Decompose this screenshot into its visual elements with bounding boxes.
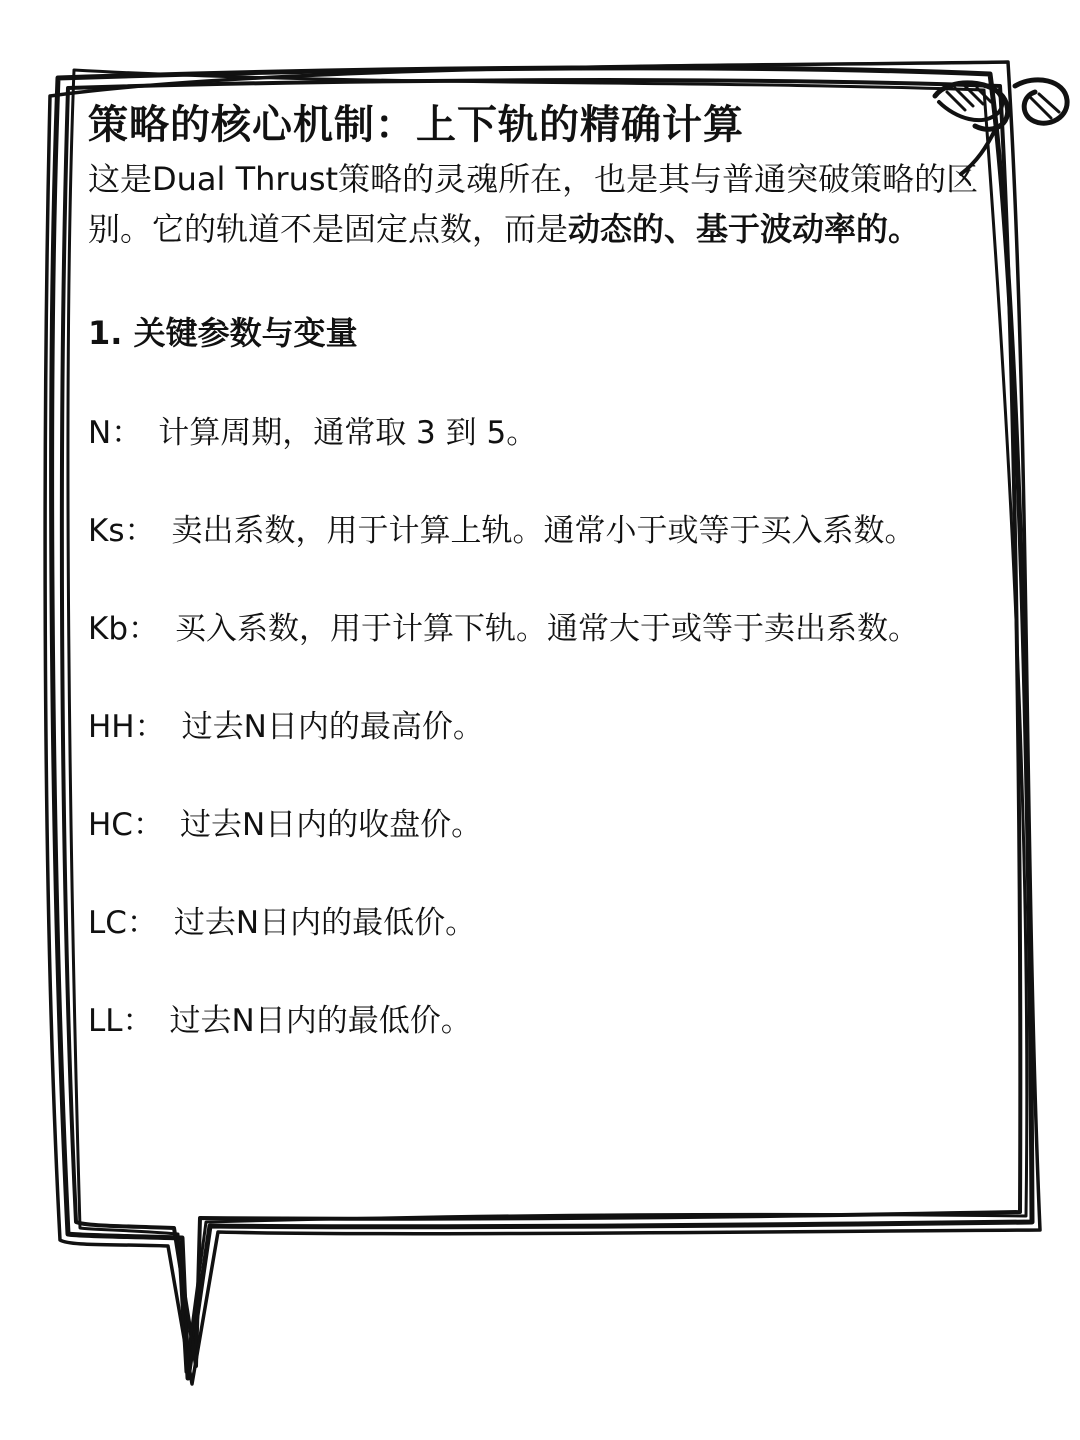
item-term: Ks： <box>88 513 156 549</box>
list-item <box>88 408 993 458</box>
list-item <box>88 506 993 556</box>
item-term: LL： <box>88 1003 154 1039</box>
item-term: LC： <box>88 905 158 941</box>
list-item <box>88 898 993 948</box>
item-desc: 过去N日内的最高价。 <box>181 709 484 745</box>
item-term: Kb： <box>88 611 160 647</box>
list-item <box>88 800 993 850</box>
section-title: 1. 关键参数与变量 <box>88 314 358 352</box>
intro-text: 这是Dual Thrust策略的灵魂所在，也是其与普通突破策略的区别。它的轨道不是固定点数，而是 <box>88 160 979 248</box>
list-item <box>88 996 993 1046</box>
list-item <box>88 702 993 752</box>
item-desc: 过去N日内的最低价。 <box>169 1003 472 1039</box>
item-desc: 买入系数，用于计算下轨。通常大于或等于卖出系数。 <box>175 611 920 647</box>
item-term: N： <box>88 415 143 451</box>
item-desc: 卖出系数，用于计算上轨。通常小于或等于买入系数。 <box>171 513 916 549</box>
page-title: 策略的核心机制：上下轨的精确计算 <box>88 102 744 148</box>
content <box>88 96 993 1094</box>
item-desc: 计算周期，通常取 3 到 5。 <box>158 415 538 451</box>
item-desc: 过去N日内的收盘价。 <box>179 807 483 843</box>
parameter-list <box>88 408 993 1046</box>
item-term: HC： <box>88 807 164 843</box>
list-item <box>88 604 993 654</box>
intro-paragraph <box>88 154 993 254</box>
intro-bold-text: 动态的、基于波动率的。 <box>568 210 921 248</box>
item-term: HH： <box>88 709 166 745</box>
item-desc: 过去N日内的最低价。 <box>173 905 477 941</box>
